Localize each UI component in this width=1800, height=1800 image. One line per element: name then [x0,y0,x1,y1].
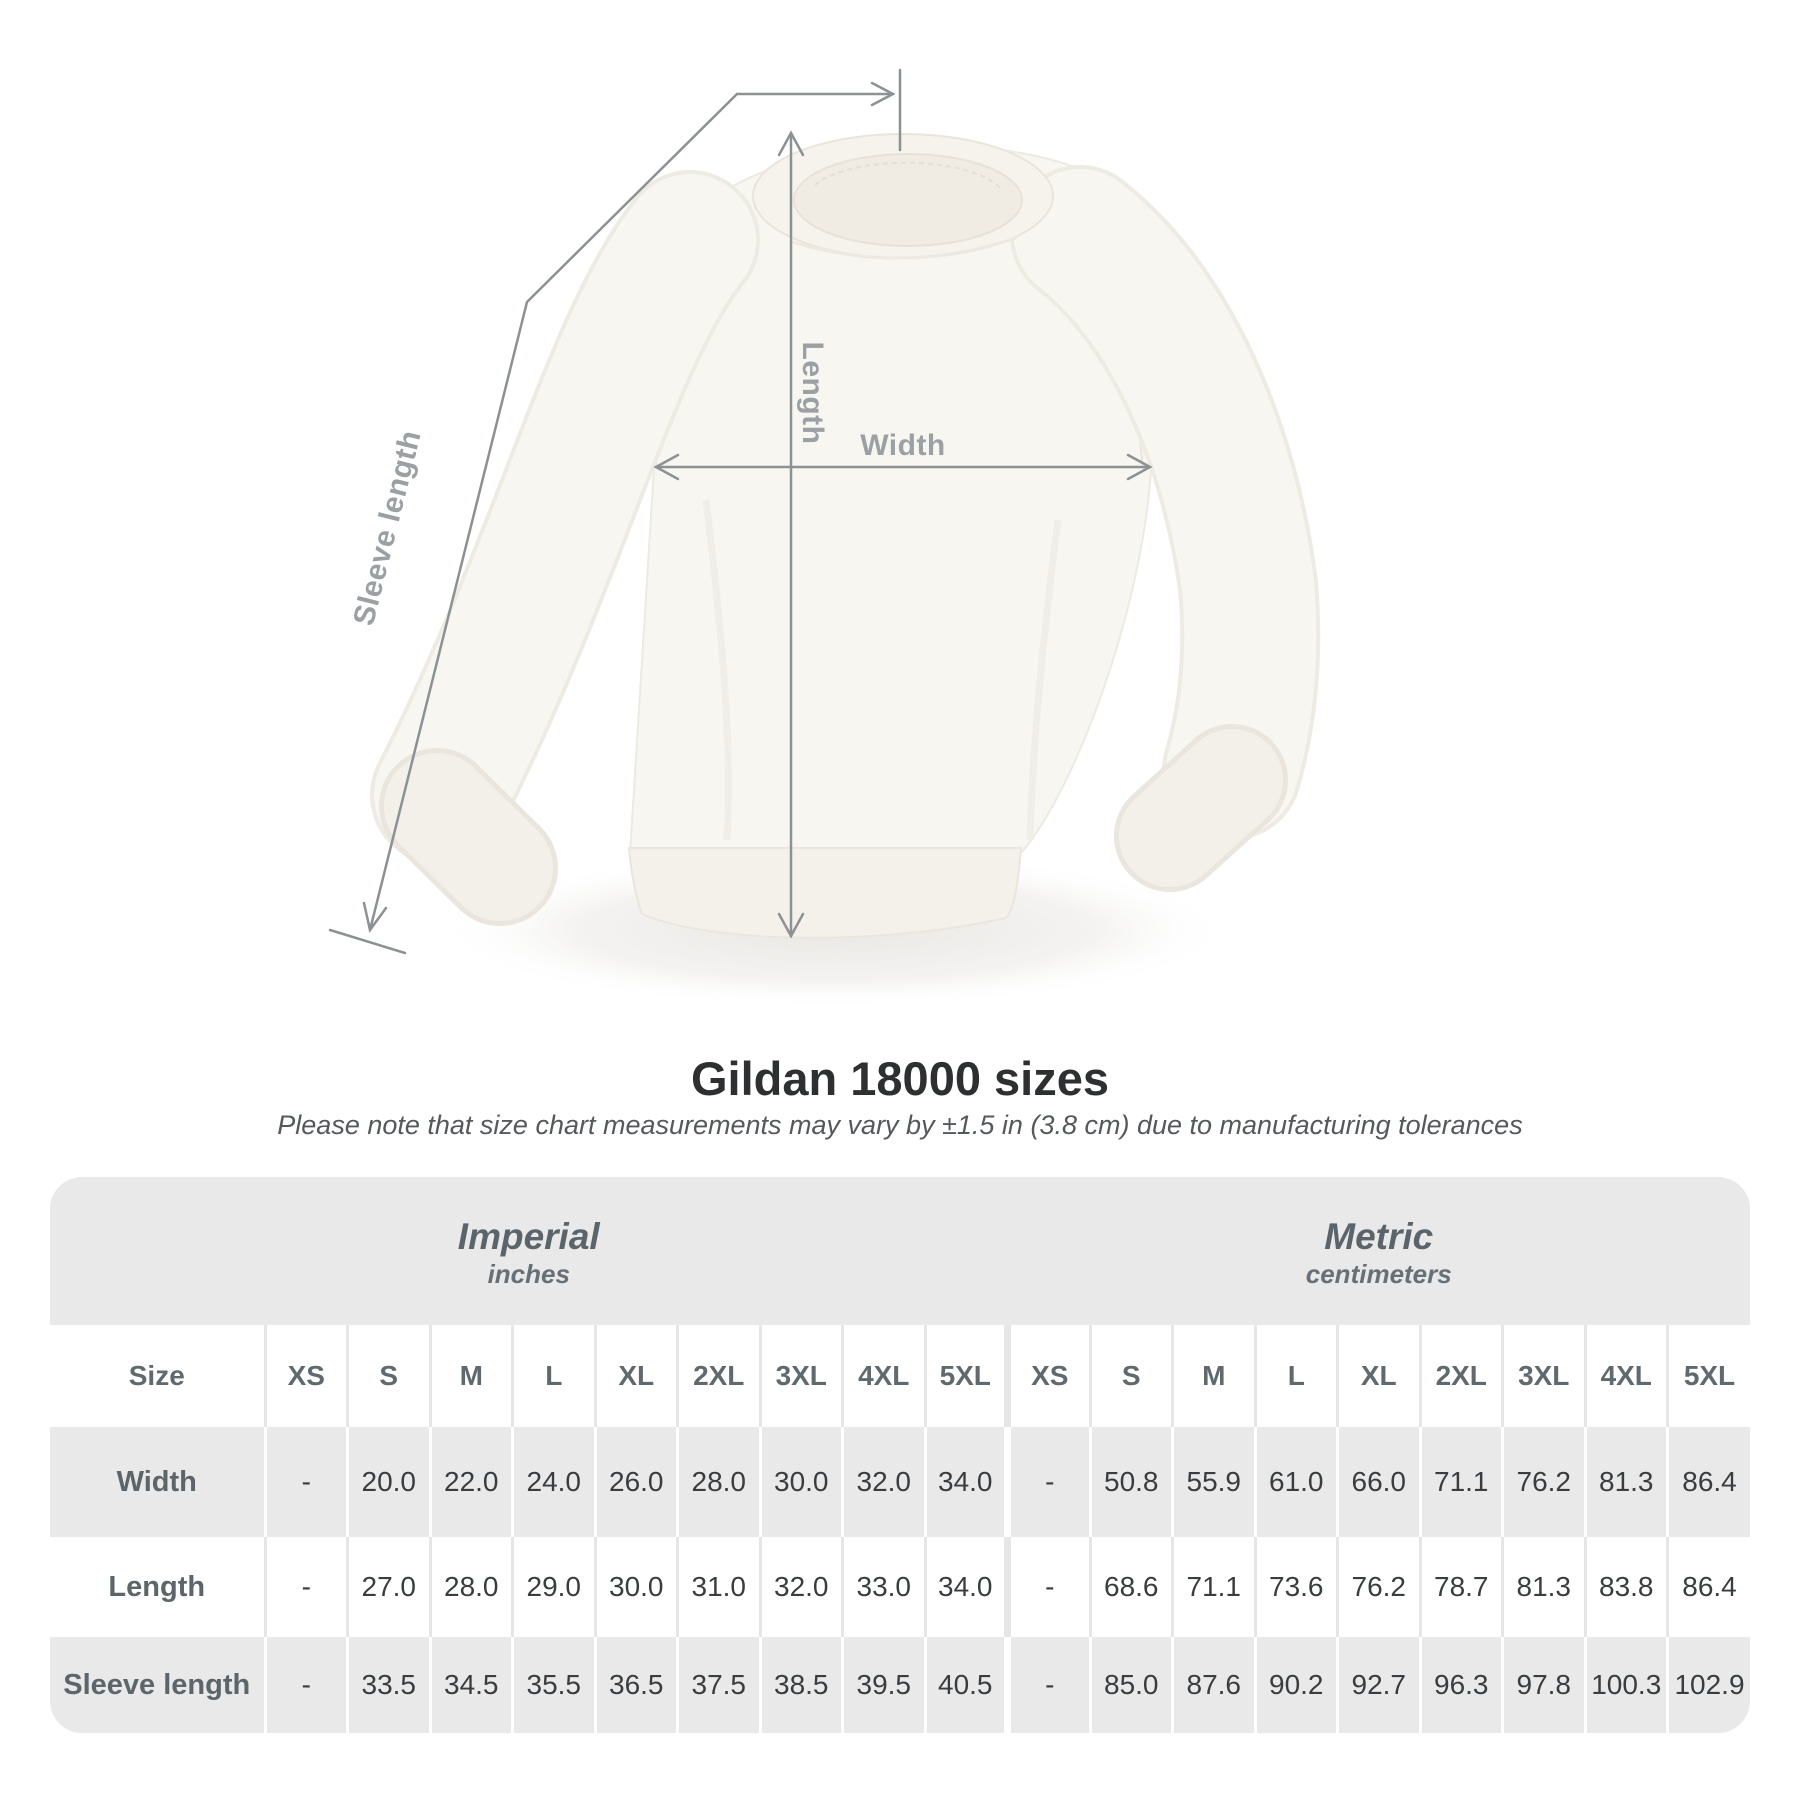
cell-imperial: 40.5 [925,1637,1008,1733]
cell-metric: 73.6 [1255,1537,1338,1637]
cell-imperial: 36.5 [595,1637,678,1733]
cell-imperial: 24.0 [513,1427,596,1537]
cell-metric: 83.8 [1585,1537,1668,1637]
sizes-row [50,1325,1750,1427]
row-label: Sleeve length [50,1637,265,1733]
size-header-metric-xs: XS [1008,1325,1091,1427]
size-header-metric-s: S [1090,1325,1173,1427]
metric-label: Metric [1324,1216,1434,1257]
size-header-metric-l: L [1255,1325,1338,1427]
cell-metric: 87.6 [1173,1637,1256,1733]
cell-imperial: 31.0 [678,1537,761,1637]
cell-metric: 86.4 [1668,1537,1751,1637]
cell-metric: 100.3 [1585,1637,1668,1733]
cell-metric: 81.3 [1585,1427,1668,1537]
metric-header [1008,1177,1751,1325]
cell-imperial: 32.0 [760,1537,843,1637]
imperial-header [50,1177,1008,1325]
table-row [50,1427,1750,1537]
cell-imperial: 34.5 [430,1637,513,1733]
cell-metric: 102.9 [1668,1637,1751,1733]
cell-imperial: 27.0 [348,1537,431,1637]
cell-metric: - [1008,1537,1091,1637]
cell-imperial: 34.0 [925,1537,1008,1637]
cell-metric: 97.8 [1503,1637,1586,1733]
size-header-imperial-xl: XL [595,1325,678,1427]
size-header-metric-4xl: 4XL [1585,1325,1668,1427]
size-header-imperial-m: M [430,1325,513,1427]
length-dimension-label: Length [796,341,829,445]
cell-imperial: 20.0 [348,1427,431,1537]
cell-imperial: 33.5 [348,1637,431,1733]
width-dimension-label: Width [860,429,946,462]
cell-metric: 71.1 [1173,1537,1256,1637]
size-chart-body [50,1427,1750,1733]
cell-imperial: 30.0 [595,1537,678,1637]
size-header-metric-2xl: 2XL [1420,1325,1503,1427]
size-header-imperial-s: S [348,1325,431,1427]
size-header-metric-5xl: 5XL [1668,1325,1751,1427]
cell-imperial: 28.0 [678,1427,761,1537]
cell-metric: 85.0 [1090,1637,1173,1733]
cell-imperial: 29.0 [513,1537,596,1637]
cell-metric: 55.9 [1173,1427,1256,1537]
cell-imperial: 30.0 [760,1427,843,1537]
cell-metric: 66.0 [1338,1427,1421,1537]
imperial-unit-label: inches [487,1259,570,1289]
size-header-imperial-l: L [513,1325,596,1427]
cell-imperial: - [265,1537,348,1637]
cell-metric: 90.2 [1255,1637,1338,1733]
cell-metric: 76.2 [1503,1427,1586,1537]
cell-metric: 71.1 [1420,1427,1503,1537]
size-header-metric-3xl: 3XL [1503,1325,1586,1427]
cell-metric: 61.0 [1255,1427,1338,1537]
cell-metric: - [1008,1427,1091,1537]
waistband [629,848,1021,938]
cell-imperial: 37.5 [678,1637,761,1733]
cell-imperial: 33.0 [843,1537,926,1637]
row-label: Length [50,1537,265,1637]
cell-metric: 76.2 [1338,1537,1421,1637]
size-header-imperial-xs: XS [265,1325,348,1427]
cell-metric: 78.7 [1420,1537,1503,1637]
cell-imperial: 38.5 [760,1637,843,1733]
size-chart-table [50,1177,1750,1733]
size-header-imperial-3xl: 3XL [760,1325,843,1427]
cell-metric: 50.8 [1090,1427,1173,1537]
cell-metric: - [1008,1637,1091,1733]
page-title: Gildan 18000 sizes [690,1052,1110,1105]
cell-imperial: 34.0 [925,1427,1008,1537]
unit-header-row [50,1177,1750,1325]
table-row [50,1637,1750,1733]
cell-imperial: 28.0 [430,1537,513,1637]
size-header-imperial-2xl: 2XL [678,1325,761,1427]
size-header-imperial-4xl: 4XL [843,1325,926,1427]
cell-imperial: 22.0 [430,1427,513,1537]
cell-imperial: 39.5 [843,1637,926,1733]
tolerance-note: Please note that size chart measurements may vary by ±1.5 in (3.8 cm) due to manufacturing tolerances [277,1110,1523,1140]
collar [753,134,1053,258]
size-header-imperial-5xl: 5XL [925,1325,1008,1427]
cell-metric: 68.6 [1090,1537,1173,1637]
cell-imperial: 26.0 [595,1427,678,1537]
cell-imperial: - [265,1637,348,1733]
cell-metric: 86.4 [1668,1427,1751,1537]
cell-imperial: 35.5 [513,1637,596,1733]
imperial-label: Imperial [457,1216,600,1257]
cell-imperial: - [265,1427,348,1537]
size-corner-label: Size [50,1325,265,1427]
metric-unit-label: centimeters [1305,1259,1452,1289]
sleeve-length-dimension-label: Sleeve length [347,426,428,629]
cell-metric: 81.3 [1503,1537,1586,1637]
cell-imperial: 32.0 [843,1427,926,1537]
row-label: Width [50,1427,265,1537]
cell-metric: 96.3 [1420,1637,1503,1733]
size-header-metric-m: M [1173,1325,1256,1427]
size-header-metric-xl: XL [1338,1325,1421,1427]
table-row [50,1537,1750,1637]
cell-metric: 92.7 [1338,1637,1421,1733]
